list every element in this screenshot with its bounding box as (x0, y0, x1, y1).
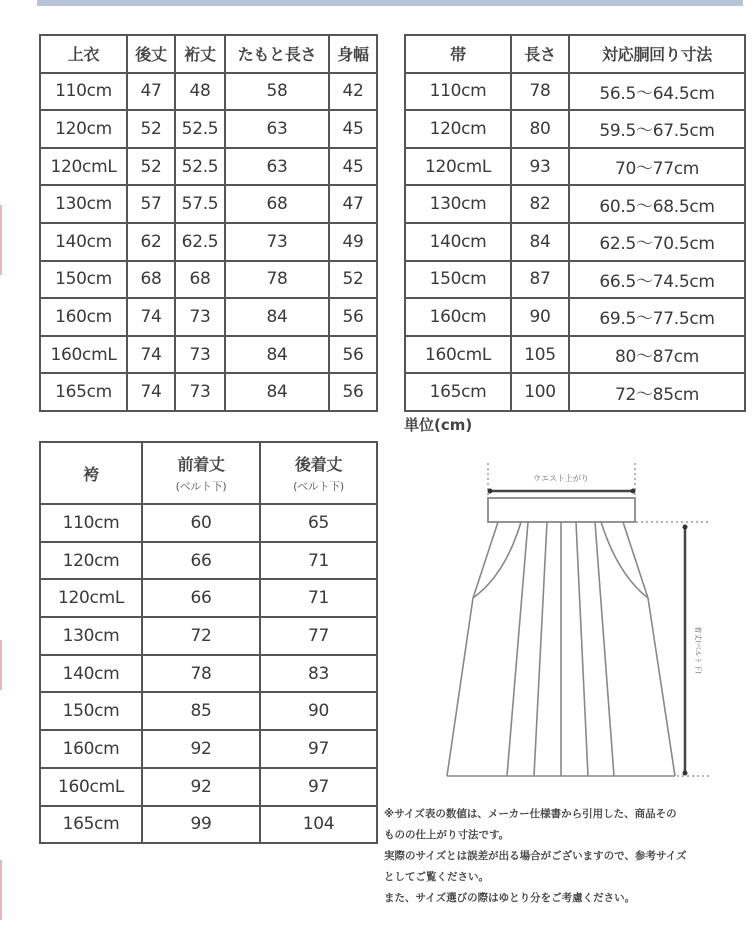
length-measure-indicator (636, 522, 710, 776)
hakama-size-table (39, 441, 378, 844)
value-cell: 52 (127, 148, 175, 186)
value-cell: 66.5〜74.5cm (569, 261, 745, 299)
size-cell: 150cm (40, 261, 127, 299)
header-back-length: 後丈 (127, 35, 175, 73)
size-cell: 120cm (40, 542, 142, 580)
value-cell: 49 (329, 223, 377, 261)
size-cell: 165cm (40, 806, 142, 844)
value-cell: 60 (142, 504, 260, 542)
value-cell: 65 (260, 504, 377, 542)
value-cell: 90 (260, 692, 377, 730)
table-row (40, 579, 377, 617)
value-cell: 73 (175, 373, 225, 411)
value-cell: 71 (260, 542, 377, 580)
table-header-row (40, 35, 377, 73)
value-cell: 60.5〜68.5cm (569, 185, 745, 223)
table-row (40, 223, 377, 261)
value-cell: 52.5 (175, 110, 225, 148)
value-cell: 59.5〜67.5cm (569, 110, 745, 148)
value-cell: 62.5 (175, 223, 225, 261)
value-cell: 47 (329, 185, 377, 223)
value-cell: 72〜85cm (569, 373, 745, 411)
waist-label: ウエスト上がり (533, 474, 589, 483)
value-cell: 57 (127, 185, 175, 223)
header-length: 長さ (511, 35, 569, 73)
header-subtitle: (ベルト下) (175, 480, 227, 493)
value-cell: 73 (175, 336, 225, 374)
table-row (40, 73, 377, 111)
header-belt: 帯 (405, 35, 511, 73)
size-cell: 120cmL (40, 579, 142, 617)
table-row (405, 298, 745, 336)
header-front-length: 前着丈 (ベルト下) (142, 442, 260, 504)
table-row (405, 110, 745, 148)
jacket-size-table (39, 34, 378, 412)
value-cell: 45 (329, 148, 377, 186)
value-cell: 63 (225, 110, 329, 148)
value-cell: 63 (225, 148, 329, 186)
size-cell: 150cm (405, 261, 511, 299)
value-cell: 69.5〜77.5cm (569, 298, 745, 336)
value-cell: 66 (142, 579, 260, 617)
size-cell: 165cm (40, 373, 127, 411)
edge-decoration (0, 860, 2, 920)
table-row (405, 73, 745, 111)
table-row (40, 298, 377, 336)
value-cell: 104 (260, 806, 377, 844)
table-row (40, 655, 377, 693)
waistband-shape (488, 498, 635, 522)
value-cell: 72 (142, 617, 260, 655)
table-row (40, 185, 377, 223)
note-line: また、サイズ選びの際はゆとり分をご考慮ください。 (384, 892, 636, 904)
hakama-diagram (440, 455, 753, 795)
value-cell: 78 (225, 261, 329, 299)
value-cell: 100 (511, 373, 569, 411)
table-row (40, 542, 377, 580)
value-cell: 70〜77cm (569, 148, 745, 186)
value-cell: 66 (142, 542, 260, 580)
header-body-width: 身幅 (329, 35, 377, 73)
header-subtitle: (ベルト下) (293, 480, 344, 493)
value-cell: 99 (142, 806, 260, 844)
belt-size-table (404, 34, 746, 412)
value-cell: 78 (142, 655, 260, 693)
size-cell: 160cm (40, 730, 142, 768)
size-cell: 110cm (405, 73, 511, 111)
size-cell: 150cm (40, 692, 142, 730)
value-cell: 74 (127, 373, 175, 411)
header-waist-range: 対応胴回り寸法 (569, 35, 745, 73)
top-header-band (37, 0, 743, 6)
hakama-skirt-shape (447, 522, 675, 776)
size-cell: 160cm (405, 298, 511, 336)
value-cell: 58 (225, 73, 329, 111)
value-cell: 68 (225, 185, 329, 223)
table-header-row (40, 442, 377, 504)
value-cell: 56 (329, 336, 377, 374)
size-cell: 110cm (40, 73, 127, 111)
value-cell: 93 (511, 148, 569, 186)
size-cell: 160cmL (405, 336, 511, 374)
value-cell: 82 (511, 185, 569, 223)
value-cell: 84 (511, 223, 569, 261)
size-cell: 140cm (40, 223, 127, 261)
value-cell: 71 (260, 579, 377, 617)
value-cell: 87 (511, 261, 569, 299)
value-cell: 83 (260, 655, 377, 693)
value-cell: 85 (142, 692, 260, 730)
value-cell: 97 (260, 730, 377, 768)
value-cell: 105 (511, 336, 569, 374)
size-cell: 120cm (405, 110, 511, 148)
value-cell: 78 (511, 73, 569, 111)
value-cell: 56 (329, 298, 377, 336)
table-row (40, 261, 377, 299)
size-cell: 140cm (40, 655, 142, 693)
value-cell: 62.5〜70.5cm (569, 223, 745, 261)
value-cell: 74 (127, 298, 175, 336)
table-row (40, 504, 377, 542)
value-cell: 56.5〜64.5cm (569, 73, 745, 111)
size-notes (384, 804, 753, 909)
table-row (405, 185, 745, 223)
note-line: ※サイズ表の数値は、メーカー仕様書から引用した、商品その (384, 808, 677, 820)
size-cell: 140cm (405, 223, 511, 261)
value-cell: 57.5 (175, 185, 225, 223)
size-cell: 120cm (40, 110, 127, 148)
length-label: 着丈(ベルト下) (694, 626, 702, 674)
edge-decoration (0, 640, 2, 690)
note-line: としてご覧ください。 (384, 871, 489, 883)
value-cell: 84 (225, 373, 329, 411)
note-line: 実際のサイズとは誤差が出る場合がございますので、参考サイズ (384, 850, 687, 862)
table-row (405, 261, 745, 299)
value-cell: 80〜87cm (569, 336, 745, 374)
size-cell: 130cm (40, 185, 127, 223)
value-cell: 92 (142, 730, 260, 768)
table-row (40, 806, 377, 844)
table-row (40, 148, 377, 186)
header-back-length: 後着丈 (ベルト下) (260, 442, 377, 504)
value-cell: 45 (329, 110, 377, 148)
size-cell: 165cm (405, 373, 511, 411)
value-cell: 42 (329, 73, 377, 111)
table-row (40, 336, 377, 374)
size-cell: 160cmL (40, 768, 142, 806)
value-cell: 52.5 (175, 148, 225, 186)
value-cell: 80 (511, 110, 569, 148)
header-hakama: 袴 (40, 442, 142, 504)
size-cell: 110cm (40, 504, 142, 542)
value-cell: 74 (127, 336, 175, 374)
value-cell: 77 (260, 617, 377, 655)
value-cell: 90 (511, 298, 569, 336)
value-cell: 56 (329, 373, 377, 411)
table-row (40, 110, 377, 148)
table-row (405, 223, 745, 261)
table-row (405, 148, 745, 186)
waist-measure-indicator (488, 463, 636, 495)
table-row (40, 730, 377, 768)
table-header-row (405, 35, 745, 73)
value-cell: 52 (329, 261, 377, 299)
table-row (40, 692, 377, 730)
size-cell: 120cmL (40, 148, 127, 186)
unit-label: 単位(cm) (404, 416, 473, 434)
edge-decoration (0, 205, 2, 275)
size-cell: 120cmL (405, 148, 511, 186)
value-cell: 73 (175, 298, 225, 336)
value-cell: 92 (142, 768, 260, 806)
table-row (40, 373, 377, 411)
size-cell: 130cm (405, 185, 511, 223)
value-cell: 84 (225, 336, 329, 374)
value-cell: 97 (260, 768, 377, 806)
table-row (40, 768, 377, 806)
size-cell: 160cm (40, 298, 127, 336)
value-cell: 68 (127, 261, 175, 299)
value-cell: 73 (225, 223, 329, 261)
table-row (405, 373, 745, 411)
header-jacket: 上衣 (40, 35, 127, 73)
value-cell: 62 (127, 223, 175, 261)
header-sleeve-depth: たもと長さ (225, 35, 329, 73)
value-cell: 68 (175, 261, 225, 299)
header-sleeve-length: 裄丈 (175, 35, 225, 73)
table-row (405, 336, 745, 374)
note-line: ものの仕上がり寸法です。 (384, 829, 510, 841)
value-cell: 47 (127, 73, 175, 111)
value-cell: 84 (225, 298, 329, 336)
size-cell: 130cm (40, 617, 142, 655)
value-cell: 52 (127, 110, 175, 148)
size-cell: 160cmL (40, 336, 127, 374)
table-row (40, 617, 377, 655)
value-cell: 48 (175, 73, 225, 111)
